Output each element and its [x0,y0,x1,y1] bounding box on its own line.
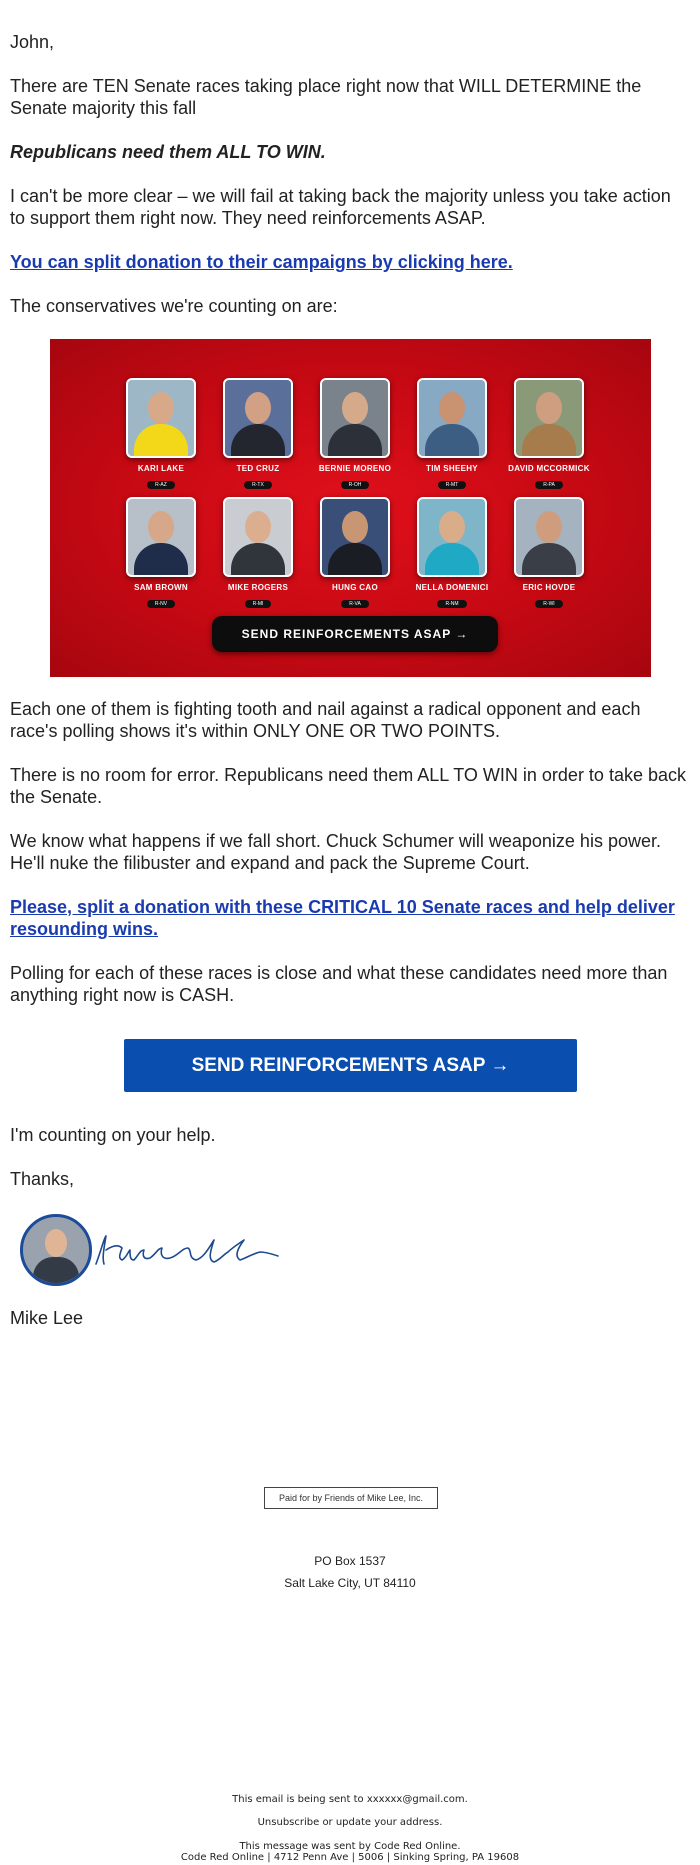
candidate-name: ERIC HOVDE [522,583,576,592]
sent-by-notice: This message was sent by Code Red Online. [239,1841,461,1852]
candidate-photo [223,497,293,577]
candidate-state: R-NM [437,600,466,608]
sent-to-notice: This email is being sent to xxxxxx@gmail.com. [232,1794,468,1805]
candidate-name: DAVID MCCORMICK [508,464,590,473]
candidate-name: KARI LAKE [137,464,185,473]
split-donation-link-text[interactable]: You can split donation to their campaigns by clicking here. [10,252,513,272]
candidate-photo [320,497,390,577]
unsubscribe-link-text[interactable]: Unsubscribe or update your address. [257,1817,443,1828]
candidate-photo [514,378,584,458]
candidate-state: R-TX [244,481,272,489]
candidate-state: R-VA [341,600,369,608]
greeting: John, [10,32,55,52]
paragraph-no-room: There is no room for error. Republicans need them ALL TO WIN in order to take back the Senate. [10,765,686,807]
candidates-banner[interactable] [50,339,651,677]
candidate-name: HUNG CAO [332,583,378,592]
banner-send-reinforcements-button[interactable]: SEND REINFORCEMENTS ASAP → [212,616,498,652]
candidate-card[interactable] [310,378,400,491]
candidate-card[interactable] [213,378,303,491]
candidate-card[interactable] [504,497,594,610]
split-donation-link[interactable] [10,251,690,273]
avatar [20,1214,92,1286]
candidate-card[interactable] [407,497,497,610]
candidate-state: R-WI [535,600,562,608]
candidate-state: R-AZ [147,481,175,489]
candidate-state: R-MI [245,600,272,608]
candidate-photo [126,378,196,458]
candidate-card[interactable] [213,497,303,610]
paragraph-be-clear: I can't be more clear – we will fail at taking back the majority unless you take action to support them right now. They need reinforcements ASAP. [10,186,671,228]
candidate-card[interactable] [310,497,400,610]
address-line-1: PO Box 1537 [314,1554,386,1568]
paragraph-fighting: Each one of them is fighting tooth and nail against a radical opponent and each race's polling shows it's within ONLY ONE OR TWO POINTS. [10,699,641,741]
unsubscribe-link[interactable] [0,1817,700,1828]
candidate-photo [417,497,487,577]
candidate-photo [417,378,487,458]
candidate-state: R-NV [147,600,175,608]
paragraph-fall-short: We know what happens if we fall short. Chuck Schumer will weaponize his power. He'll nuke the filibuster and expand and pack the Supreme Court. [10,831,661,873]
candidate-name: BERNIE MORENO [318,464,392,473]
signature-name: Mike Lee [10,1308,84,1328]
candidate-state: R-PA [535,481,563,489]
critical-races-link-text[interactable]: Please, split a donation with these CRITICAL 10 Senate races and help deliver resounding wins. [10,897,675,939]
signoff: Thanks, [10,1169,75,1189]
paragraph-ten-races: There are TEN Senate races taking place right now that WILL DETERMINE the Senate majority this fall [10,76,642,118]
candidate-name: NELLA DOMENICI [415,583,489,592]
candidate-card[interactable] [504,378,594,491]
paragraph-counting-help: I'm counting on your help. [10,1125,216,1145]
candidate-name: TED CRUZ [236,464,280,473]
candidate-card[interactable] [116,497,206,610]
signature-image [92,1218,282,1278]
sender-address: Code Red Online | 4712 Penn Ave | 5006 | Sinking Spring, PA 19608 [180,1852,520,1863]
candidate-card[interactable] [407,378,497,491]
paragraph-all-to-win: Republicans need them ALL TO WIN. [10,142,326,162]
candidate-name: SAM BROWN [134,583,188,592]
address-line-2: Salt Lake City, UT 84110 [284,1576,416,1590]
paragraph-polling: Polling for each of these races is close and what these candidates need more than anything right now is CASH. [10,963,668,1005]
candidate-name: MIKE ROGERS [227,583,289,592]
send-reinforcements-button[interactable]: SEND REINFORCEMENTS ASAP → [124,1039,577,1092]
paid-for-disclaimer: Paid for by Friends of Mike Lee, Inc. [264,1487,438,1509]
candidate-state: R-MT [438,481,467,489]
paragraph-counting-on: The conservatives we're counting on are: [10,296,338,316]
critical-races-link[interactable] [10,896,690,940]
candidate-name: TIM SHEEHY [426,464,478,473]
candidate-state: R-OH [341,481,370,489]
candidate-photo [320,378,390,458]
candidate-photo [223,378,293,458]
candidate-card[interactable] [116,378,206,491]
candidate-photo [126,497,196,577]
candidate-photo [514,497,584,577]
